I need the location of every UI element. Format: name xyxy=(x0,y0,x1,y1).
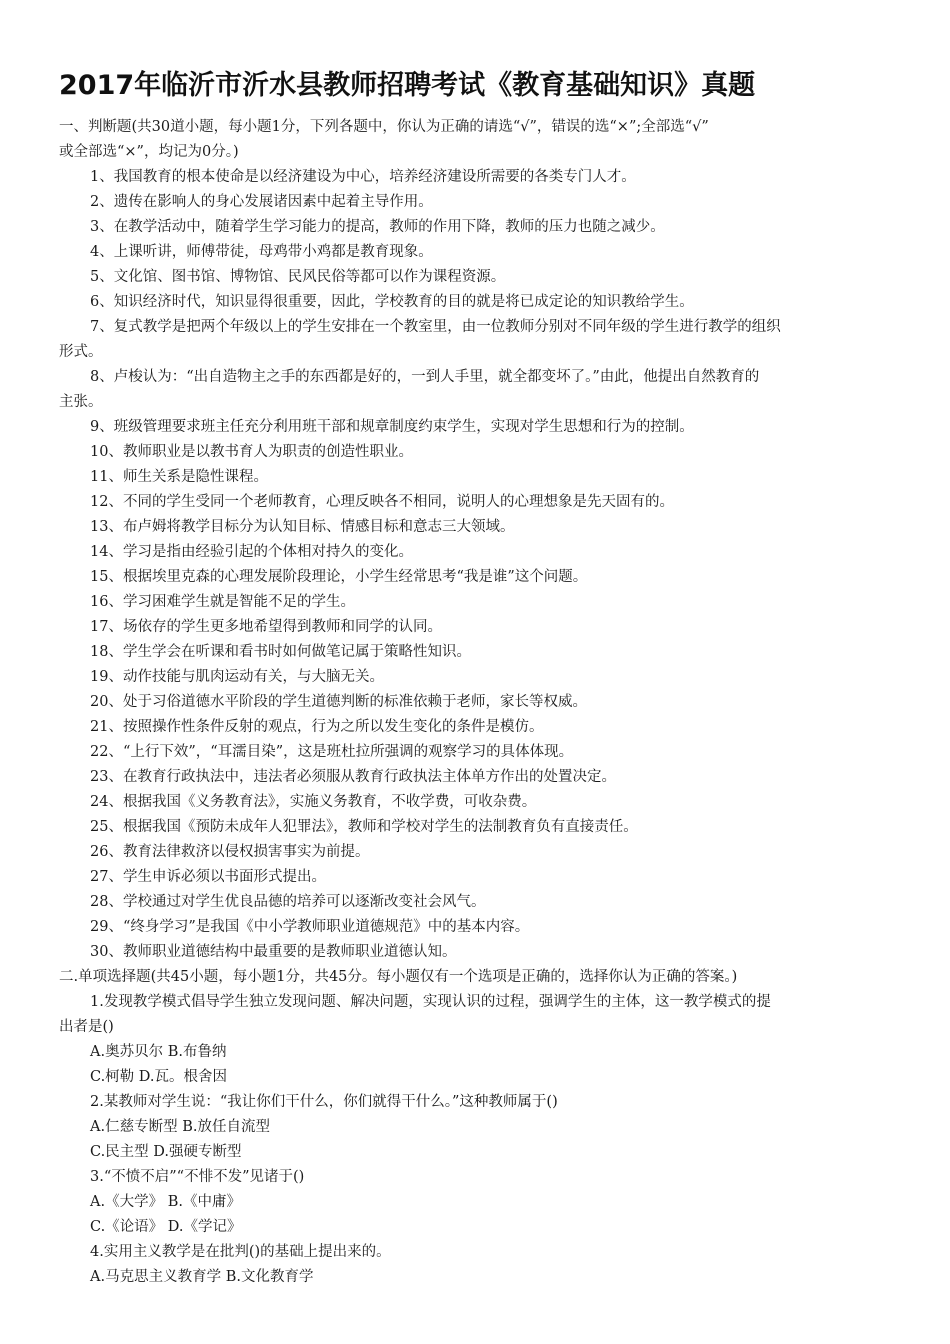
mc-question-3-options-cd: C.《论语》 D.《学记》 xyxy=(90,1219,242,1235)
question-13: 13、布卢姆将教学目标分为认知目标、情感目标和意志三大领域。 xyxy=(90,519,515,535)
question-18: 18、学生学会在听课和看书时如何做笔记属于策略性知识。 xyxy=(90,644,471,660)
question-16: 16、学习困难学生就是智能不足的学生。 xyxy=(90,594,355,610)
section2-heading: 二.单项选择题(共45小题，每小题1分，共45分。每小题仅有一个选项是正确的，选择你认为正确的答案。) xyxy=(59,969,738,985)
question-7: 7、复式教学是把两个年级以上的学生安排在一个教室里，由一位教师分别对不同年级的学生进行教学的组织 xyxy=(90,319,781,335)
question-1: 1、我国教育的根本使命是以经济建设为中心，培养经济建设所需要的各类专门人才。 xyxy=(90,169,636,185)
mc-question-2-options-ab: A.仁慈专断型 B.放任自流型 xyxy=(90,1119,270,1135)
section1-heading-continued: 或全部选“×”，均记为0分。) xyxy=(59,144,239,160)
question-11: 11、师生关系是隐性课程。 xyxy=(90,469,268,485)
question-29: 29、“终身学习”是我国《中小学教师职业道德规范》中的基本内容。 xyxy=(90,919,530,935)
question-3: 3、在教学活动中，随着学生学习能力的提高，教师的作用下降，教师的压力也随之减少。 xyxy=(90,219,665,235)
question-17: 17、场依存的学生更多地希望得到教师和同学的认同。 xyxy=(90,619,442,635)
mc-question-3-options-ab: A.《大学》 B.《中庸》 xyxy=(90,1194,241,1210)
question-24: 24、根据我国《义务教育法》，实施义务教育，不收学费，可收杂费。 xyxy=(90,794,537,810)
question-28: 28、学校通过对学生优良品德的培养可以逐渐改变社会风气。 xyxy=(90,894,486,910)
question-4: 4、上课听讲，师傅带徒，母鸡带小鸡都是教育现象。 xyxy=(90,244,433,260)
question-14: 14、学习是指由经验引起的个体相对持久的变化。 xyxy=(90,544,413,560)
mc-question-1-options-ab: A.奥苏贝尔 B.布鲁纳 xyxy=(90,1044,227,1060)
question-26: 26、教育法律救济以侵权损害事实为前提。 xyxy=(90,844,370,860)
section1-heading: 一、判断题(共30道小题，每小题1分，下列各题中，你认为正确的请选“√”，错误的选“×”;全部选“√” xyxy=(59,119,709,135)
question-27: 27、学生申诉必须以书面形式提出。 xyxy=(90,869,326,885)
document-body xyxy=(59,115,891,1290)
question-22: 22、“上行下效”，“耳濡目染”，这是班杜拉所强调的观察学习的具体体现。 xyxy=(90,744,574,760)
mc-question-2: 2.某教师对学生说：“我让你们干什么，你们就得干什么。”这种教师属于() xyxy=(90,1094,558,1110)
document-title: 2017年临沂市沂水县教师招聘考试《教育基础知识》真题 xyxy=(59,70,756,101)
question-7-continued: 形式。 xyxy=(59,344,103,360)
question-9: 9、班级管理要求班主任充分利用班干部和规章制度约束学生，实现对学生思想和行为的控制。 xyxy=(90,419,694,435)
mc-question-4-options-ab: A.马克思主义教育学 B.文化教育学 xyxy=(90,1269,314,1285)
mc-question-4: 4.实用主义教学是在批判()的基础上提出来的。 xyxy=(90,1244,391,1260)
question-12: 12、不同的学生受同一个老师教育，心理反映各不相同，说明人的心理想象是先天固有的。 xyxy=(90,494,674,510)
mc-question-1-options-cd: C.柯勒 D.瓦。根舍因 xyxy=(90,1069,228,1085)
question-15: 15、根据埃里克森的心理发展阶段理论，小学生经常思考“我是谁”这个问题。 xyxy=(90,569,588,585)
question-5: 5、文化馆、图书馆、博物馆、民风民俗等都可以作为课程资源。 xyxy=(90,269,506,285)
mc-question-1-continued: 出者是() xyxy=(59,1019,114,1035)
question-2: 2、遗传在影响人的身心发展诸因素中起着主导作用。 xyxy=(90,194,433,210)
question-8: 8、卢梭认为：“出自造物主之手的东西都是好的，一到人手里，就全都变坏了。”由此，他提出自然教育的 xyxy=(90,369,760,385)
question-23: 23、在教育行政执法中，违法者必须服从教育行政执法主体单方作出的处置决定。 xyxy=(90,769,616,785)
question-25: 25、根据我国《预防未成年人犯罪法》，教师和学校对学生的法制教育负有直接责任。 xyxy=(90,819,638,835)
mc-question-2-options-cd: C.民主型 D.强硬专断型 xyxy=(90,1144,242,1160)
question-10: 10、教师职业是以教书育人为职责的创造性职业。 xyxy=(90,444,413,460)
question-8-continued: 主张。 xyxy=(59,394,103,410)
question-30: 30、教师职业道德结构中最重要的是教师职业道德认知。 xyxy=(90,944,457,960)
question-21: 21、按照操作性条件反射的观点，行为之所以发生变化的条件是模仿。 xyxy=(90,719,544,735)
question-20: 20、处于习俗道德水平阶段的学生道德判断的标准依赖于老师，家长等权威。 xyxy=(90,694,587,710)
mc-question-1: 1.发现教学模式倡导学生独立发现问题、解决问题，实现认识的过程，强调学生的主体，这一教学模式的提 xyxy=(90,994,771,1010)
question-19: 19、动作技能与肌肉运动有关，与大脑无关。 xyxy=(90,669,384,685)
question-6: 6、知识经济时代，知识显得很重要，因此，学校教育的目的就是将已成定论的知识教给学生。 xyxy=(90,294,694,310)
mc-question-3: 3.“不愤不启”“不悱不发”见诸于() xyxy=(90,1169,305,1185)
